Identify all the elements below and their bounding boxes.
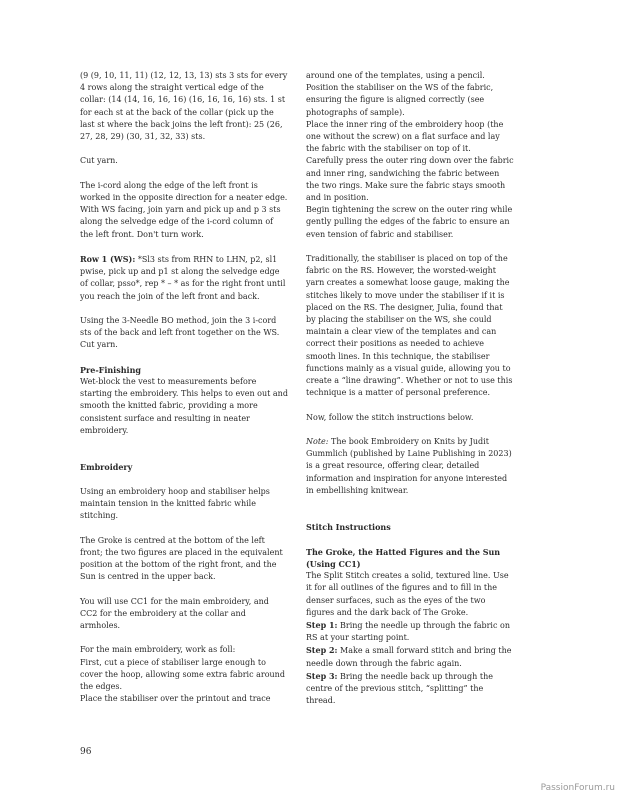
paragraph-tighten-screw: Begin tightening the screw on the outer ring while gently pulling the edges of the fabric to ensure an even tension of fabric and stabiliser. — [306, 205, 513, 239]
right-column — [306, 70, 514, 707]
paragraph-step-1 — [306, 619, 514, 644]
paragraph-cut-stabiliser: First, cut a piece of stabiliser large enough to cover the hoop, allowing some extra fabric around the edges. — [80, 657, 285, 691]
paragraph-work-as-foll: For the main embroidery, work as foll: — [80, 645, 236, 655]
paragraph-colours: You will use CC1 for the main embroidery, and CC2 for the embroidery at the collar and armholes. — [80, 596, 269, 630]
row-1-text: *Sl3 sts from RHN to LHN, p2, sl1 pwise, pick up and p1 st along the selvedge edge of collar, psso*, rep * – * as for the right front until you reach the join of the left front and back. — [80, 255, 286, 301]
paragraph-outer-ring: Carefully press the outer ring down over the fabric and inner ring, sandwiching the fabric between the two rings. Make sure the fabric stays smooth and in position. — [306, 156, 514, 203]
paragraph-traditionally: Traditionally, the stabiliser is placed on top of the fabric on the RS. However, the worsted-weight yarn creates a somewhat loose gauge, making the stitches likely to move under the stabiliser if it is placed on the RS. The designer, Julia, found that by placing the stabiliser on the WS, she could maintain a clear view of the templates and can correct their positions as needed to achieve smooth lines. In this technique, the stabiliser functions mainly as a visual guide, allowing you to create a “line drawing”. Whether or not to use this technique is a matter of personal preference. — [306, 254, 513, 398]
heading-groke-figures-sun: The Groke, the Hatted Figures and the Sun (Using CC1) — [306, 546, 501, 570]
paragraph-trace: Place the stabiliser over the printout and trace — [80, 694, 271, 704]
step-3-label: Step 3: — [306, 670, 338, 681]
paragraph-follow-instructions: Now, follow the stitch instructions below. — [306, 412, 474, 422]
paragraph-pickup-counts: (9 (9, 10, 11, 11) (12, 12, 13, 13) sts 3 sts for every 4 rows along the straight vertical edge of the collar: (14 (14, 16, 16, 16) (16, 16, 16, 16) sts. 1 st for each st at the back of the collar (pick up the last st where the back joins the left front): 25 (26, 27, 28, 29) (30, 31, 32, 33) sts. — [80, 71, 288, 142]
page-number: 96 — [80, 747, 92, 757]
paragraph-note — [306, 436, 514, 497]
paragraph-icord-left-front: The i-cord along the edge of the left front is worked in the opposite direction for a neater edge. With WS facing, join yarn and pick up and p 3 sts along the selvedge edge of the i-cord column of the left front. Don't turn work. — [80, 180, 288, 239]
left-column — [80, 70, 288, 705]
step-1-text: Bring the needle up through the fabric on RS at your starting point. — [306, 621, 510, 643]
step-3-text: Bring the needle back up through the centre of the previous stitch, “splitting” the thread. — [306, 671, 493, 706]
paragraph-placement: The Groke is centred at the bottom of the left front; the two figures are placed in the equivalent position at the bottom of the right front, and the Sun is centred in the upper back. — [80, 535, 283, 582]
heading-embroidery: Embroidery — [80, 462, 133, 473]
paragraph-inner-ring: Place the inner ring of the embroidery hoop (the one without the screw) on a flat surface and lay the fabric with the stabiliser on top of it. — [306, 119, 504, 154]
row-1-label: Row 1 (WS): — [80, 254, 136, 264]
note-text: The book Embroidery on Knits by Judit Gummlich (published by Laine Publishing in 2023) is a great resource, offering clear, detailed information and inspiration for anyone interested in embellishing knitwear. — [306, 437, 512, 495]
paragraph-step-3 — [306, 670, 514, 708]
note-label: Note: — [306, 437, 329, 447]
paragraph-trace-cont: around one of the templates, using a pencil. — [306, 71, 485, 80]
paragraph-wet-block: Wet-block the vest to measurements before starting the embroidery. This helps to even out and smooth the knitted fabric, providing a more consistent surface and resulting in neater embroidery. — [80, 377, 288, 435]
paragraph-cut-yarn-1: Cut yarn. — [80, 156, 118, 166]
paragraph-split-stitch: The Split Stitch creates a solid, textured line. Use it for all outlines of the figures and to fill in the denser surfaces, such as the eyes of the two figures and the dark back of The Groke. — [306, 571, 509, 617]
paragraph-position-stabiliser: Position the stabiliser on the WS of the fabric, ensuring the figure is aligned correctly (see photographs of sample). — [306, 83, 494, 117]
paragraph-hoop-stabiliser: Using an embroidery hoop and stabiliser helps maintain tension in the knitted fabric while stitching. — [80, 486, 270, 521]
heading-pre-finishing: Pre-Finishing — [80, 364, 141, 375]
step-2-text: Make a small forward stitch and bring the needle down through the fabric again. — [306, 646, 512, 668]
watermark: PassionForum.ru — [540, 783, 615, 793]
step-2-label: Step 2: — [306, 645, 338, 656]
paragraph-row-1 — [80, 253, 288, 303]
paragraph-3-needle-bo: Using the 3-Needle BO method, join the 3 i-cord sts of the back and left front together on the WS. Cut yarn. — [80, 316, 280, 350]
step-1-label: Step 1: — [306, 620, 338, 631]
heading-stitch-instructions: Stitch Instructions — [306, 522, 391, 533]
paragraph-step-2 — [306, 644, 514, 669]
